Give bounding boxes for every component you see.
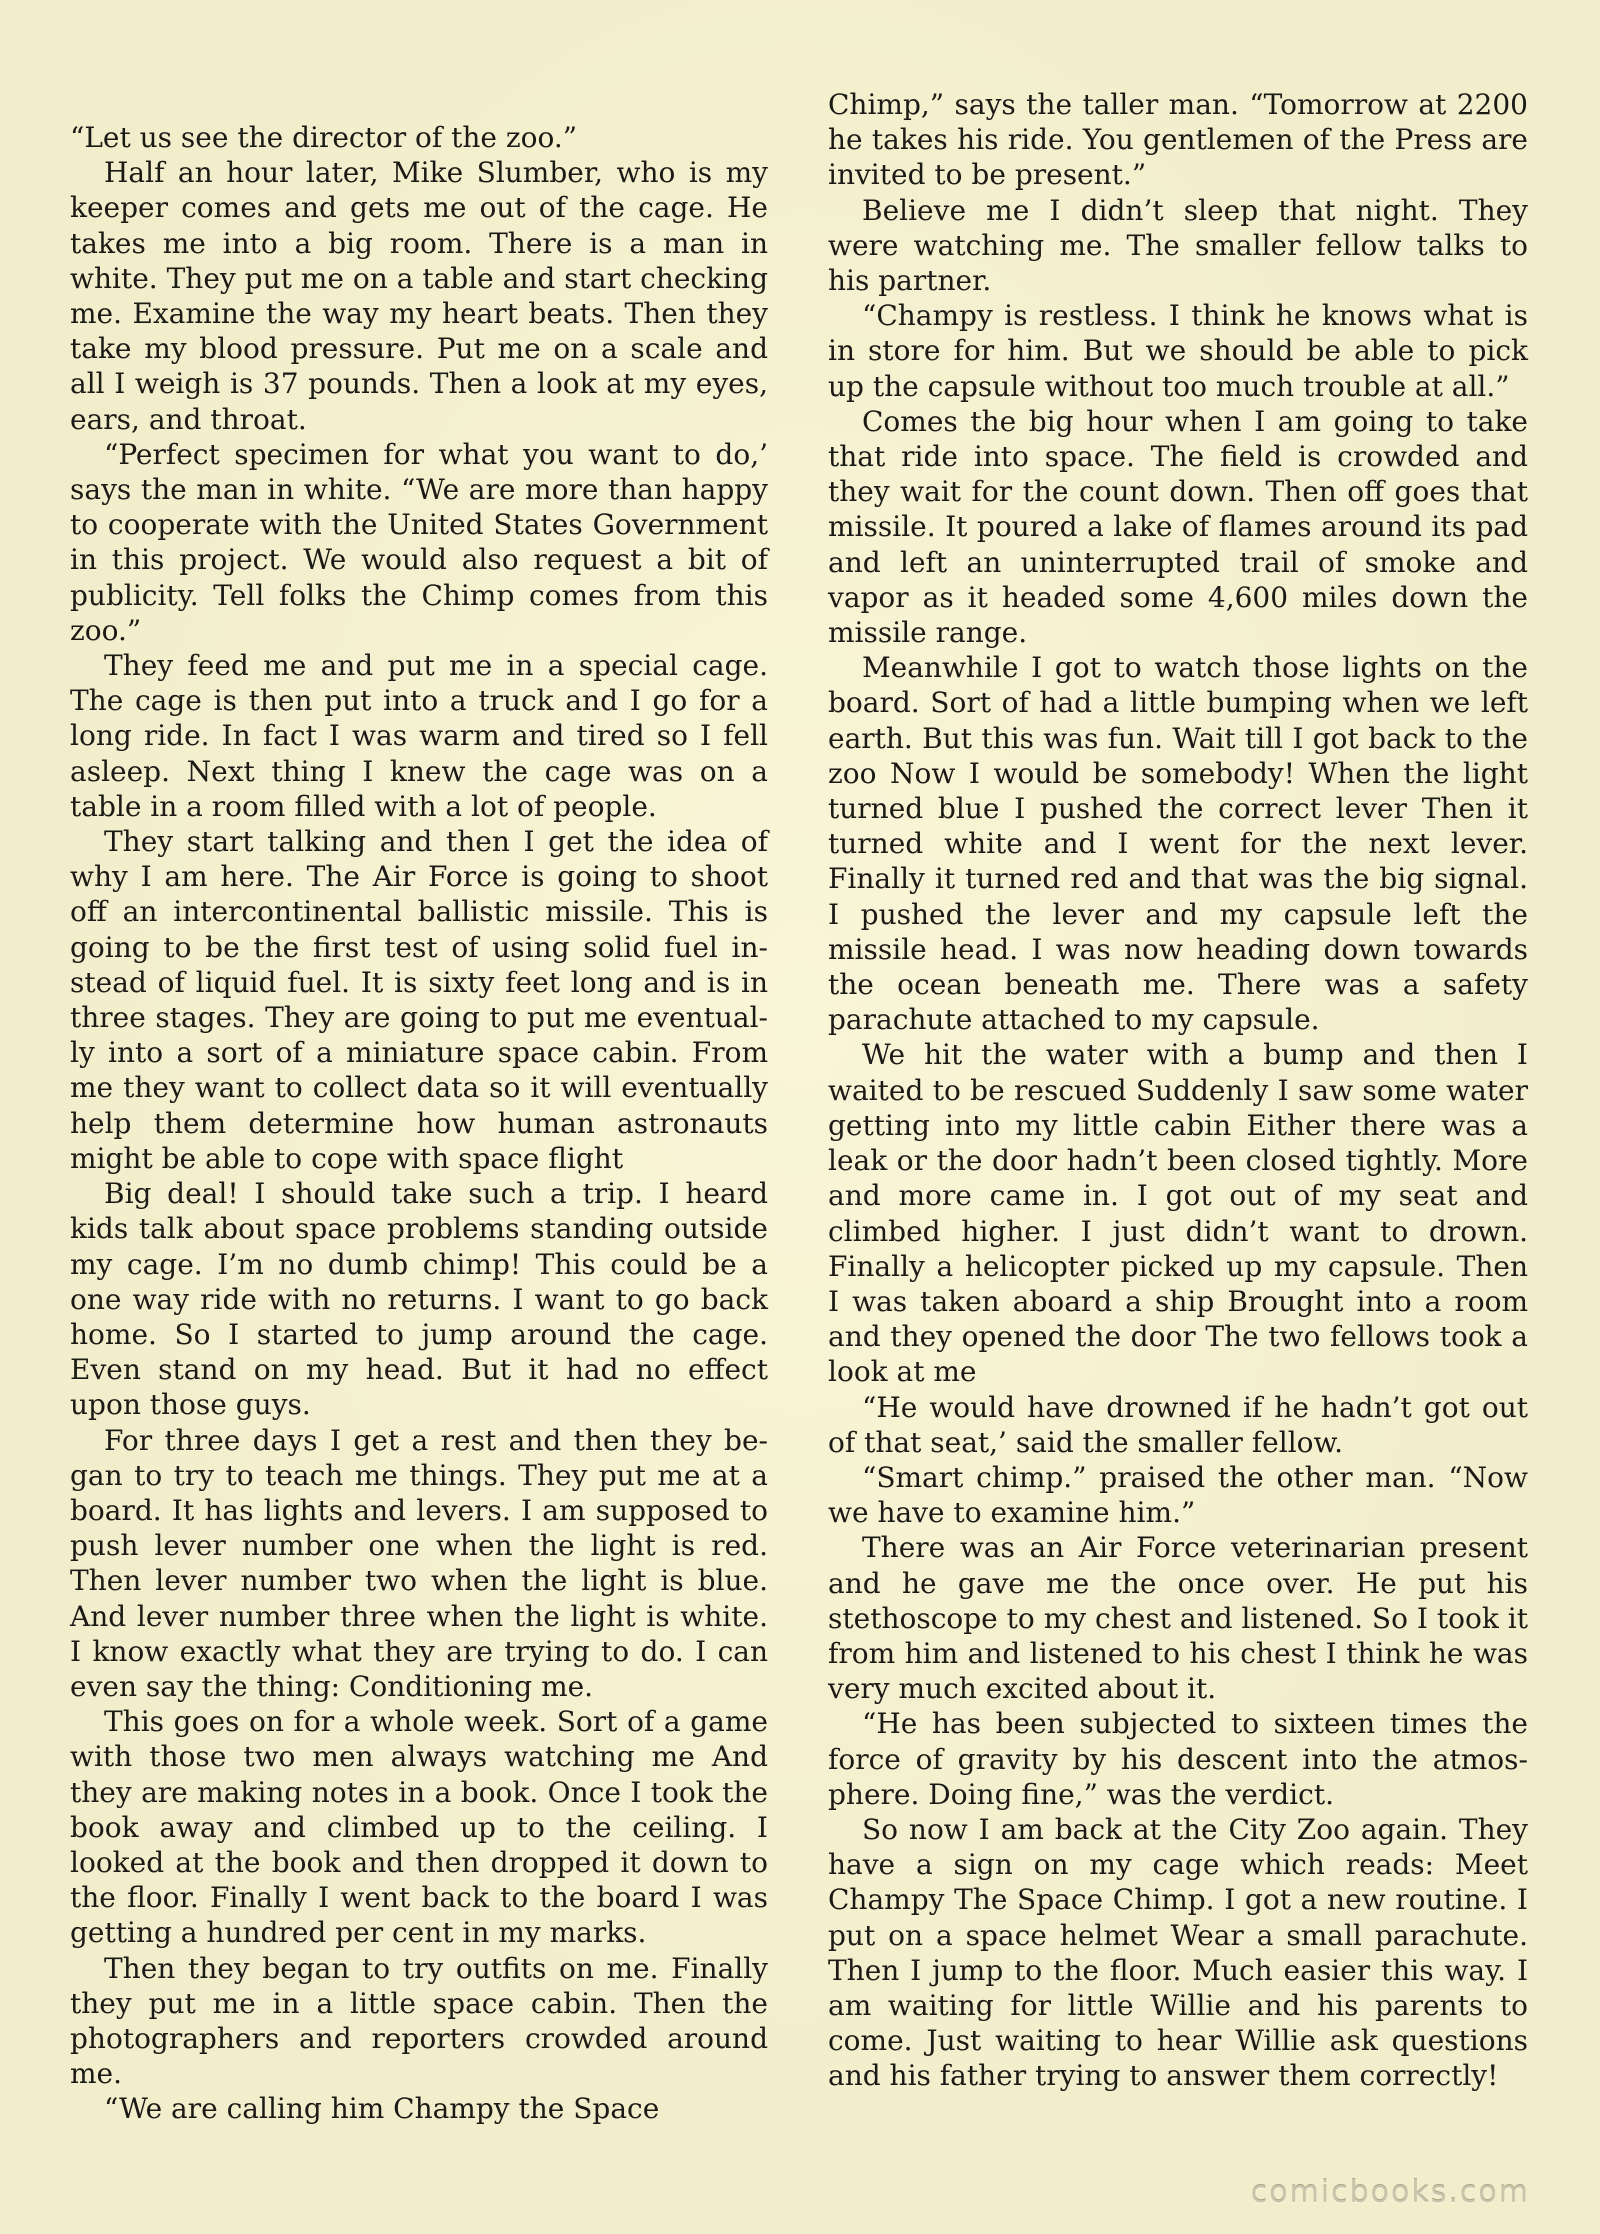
paragraph: So now I am back at the City Zoo again. They have a sign on my cage which reads: Meet Champy The Space Chimp. I got a new routine. I put on a space helmet Wear a small parachute. Then I jump to the floor. Much easier this way. I am waiting for little Willie and his parents to come. Just waiting to hear Willie ask questions and his father trying to answer them correctly! xyxy=(828,1812,1528,2093)
paragraph: This goes on for a whole week. Sort of a game with those two men always watching me And they are making notes in a book. Once I took the book away and climbed up to the ceiling. I looked at the book and then dropped it down to the floor. Finally I went back to the board I was getting a hundred per cent in my marks. xyxy=(70,1705,768,1950)
paragraph: For three days I get a rest and then they began to try to teach me things. They put me at a board. It has lights and levers. I am supposed to push lever number one when the light is red. Then lever number two when the light is blue. And lever number three when the light is white. I know exactly what they are trying to do. I can even say the thing: Conditioning me. xyxy=(70,1423,768,1703)
text-column-right xyxy=(828,0,1528,2094)
paragraph: “He has been subjected to sixteen times the force of gravity by his descent into the atmosphere. Doing fine,” was the verdict. xyxy=(828,1707,1528,1811)
paragraph: “Champy is restless. I think he knows what is in store for him. But we should be able to pick up the capsule without too much trouble at all.” xyxy=(828,299,1528,403)
paragraph: “Smart chimp.” praised the other man. “Now we have to examine him.” xyxy=(828,1460,1528,1530)
text-column-left xyxy=(70,0,768,2127)
paragraph: Then they began to try outfits on me. Finally they put me in a little space cabin. Then the photographers and reporters crowded around me. xyxy=(70,1951,768,2091)
paragraph: Half an hour later, Mike Slumber, who is my keeper comes and gets me out of the cage. He takes me into a big room. There is a man in white. They put me on a table and start checking me. Examine the way my heart beats. Then they take my blood pressure. Put me on a scale and all I weigh is 37 pounds. Then a look at my eyes, ears, and throat. xyxy=(70,156,768,436)
paragraph: Comes the big hour when I am going to take that ride into space. The field is crowded and they wait for the count down. Then off goes that missile. It poured a lake of flames around its pad and left an uninterrupted trail of smoke and vapor as it headed some 4,600 miles down the missile range. xyxy=(828,404,1528,650)
paragraph: “He would have drowned if he hadn’t got out of that seat,’ said the smaller fellow. xyxy=(828,1390,1528,1459)
paragraph: Meanwhile I got to watch those lights on the board. Sort of had a little bumping when we left earth. But this was fun. Wait till I got back to the zoo Now I would be somebody! When the light turned blue I pushed the correct lever Then it turned white and I went for the next lever. Finally it turned red and that was the big signal. I pushed the lever and my capsule left the missile head. I was now heading down towards the ocean beneath me. There was a safety parachute attached to my capsule. xyxy=(828,651,1528,1037)
watermark: comicbooks.com xyxy=(1250,2175,1530,2210)
paragraph: They start talking and then I get the idea of why I am here. The Air Force is going to shoot off an intercontinental ballistic missile. This is going to be the first test of using solid fuel instead of liquid fuel. It is sixty feet long and is in three stages. They are going to put me eventually into a sort of a miniature space cabin. From me they want to collect data so it will eventually help them determine how human astronauts might be able to cope with space flight xyxy=(70,825,768,1175)
paragraph: “We are calling him Champy the Space xyxy=(104,2092,660,2126)
paragraph: They feed me and put me in a special cage. The cage is then put into a truck and I go for a long ride. In fact I was warm and tired so I fell asleep. Next thing I knew the cage was on a table in a room filled with a lot of people. xyxy=(70,649,768,823)
paragraph: Believe me I didn’t sleep that night. They were watching me. The smaller fellow talks to his partner. xyxy=(828,193,1528,298)
paragraph: Chimp,” says the taller man. “Tomorrow at 2200 he takes his ride. You gentlemen of the Press are invited to be present.” xyxy=(828,88,1528,192)
paragraph: “Let us see the director of the zoo.” xyxy=(70,121,578,154)
paragraph: “Perfect specimen for what you want to do,’ says the man in white. “We are more than happy to cooperate with the United States Government in this project. We would also request a bit of publicity. Tell folks the Chimp comes from this zoo.” xyxy=(70,437,768,647)
paragraph: Big deal! I should take such a trip. I heard kids talk about space problems standing outside my cage. I’m no dumb chimp! This could be a one way ride with no returns. I want to go back home. So I started to jump around the cage. Even stand on my head. But it had no effect upon those guys. xyxy=(70,1177,768,1422)
paragraph: There was an Air Force veterinarian present and he gave me the once over. He put his stethoscope to my chest and listened. So I took it from him and listened to his chest I think he was very much excited about it. xyxy=(828,1531,1528,1706)
paragraph: We hit the water with a bump and then I waited to be rescued Suddenly I saw some water getting into my little cabin Either there was a leak or the door hadn’t been closed tightly. More and more came in. I got out of my seat and climbed higher. I just didn’t want to drown. Finally a helicopter picked up my capsule. Then I was taken aboard a ship Brought into a room and they opened the door The two fellows took a look at me xyxy=(828,1038,1528,1389)
